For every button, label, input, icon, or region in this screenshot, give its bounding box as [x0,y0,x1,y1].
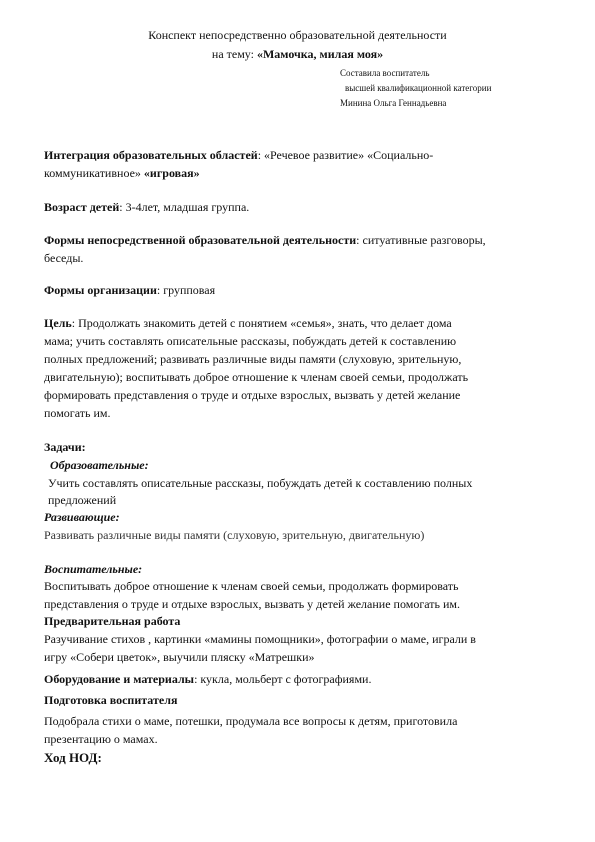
developing-label: Развивающие: [44,510,120,524]
developing-text: Развивать различные виды памяти (слуховую, зрительную, двигательную) [44,528,425,542]
organization-value: : групповая [156,283,216,297]
author-name: Минина Ольга Геннадьевна [340,98,447,108]
age-value: : 3-4лет, младшая группа. [119,200,250,214]
preparation-line2: презентацию о мамах. [44,732,158,746]
integration-line1 [44,146,433,164]
equipment-line [44,670,371,688]
integration-game: «игровая» [143,166,200,180]
integration-label: Интеграция образовательных областей [44,148,258,162]
author-line2: высшей квалификационной категории [345,83,492,93]
document-title-line1: Конспект непосредственно образовательной деятельности [148,28,447,42]
forms-line2: беседы. [44,251,84,265]
preliminary-line1: Разучивание стихов , картинки «мамины помощники», фотографии о маме, играли в [44,632,476,646]
goal-line: формировать представления о труде и отдыхе взрослых, вызвать у детей желание [44,388,461,402]
organization-label: Формы организации [44,283,157,297]
title-topic: «Мамочка, милая моя» [256,47,384,61]
goal-label: Цель [44,316,72,330]
tasks-heading: Задачи: [44,440,86,454]
goal-line: помогать им. [44,406,111,420]
course-heading: Ход НОД: [44,750,102,765]
upbringing-line: Воспитывать доброе отношение к членам своей семьи, продолжать формировать [44,579,459,593]
integration-line2 [44,164,200,182]
preparation-line1: Подобрала стихи о маме, потешки, продумала все вопросы к детям, приготовила [44,714,458,728]
upbringing-label: Воспитательные: [44,562,143,576]
upbringing-line: представления о труде и отдыхе взрослых, вызвать у детей желание помогать им. [44,597,460,611]
goal-paragraph [44,314,552,422]
equipment-value: : кукла, мольберт с фотографиями. [194,672,372,686]
goal-line [44,314,552,332]
goal-line: мама; учить составлять описательные рассказы, побуждать детей к составлению [44,334,457,348]
goal-text: : Продолжать знакомить детей с понятием «семья», знать, что делает дома [71,316,452,330]
goal-line: двигательную); воспитывать доброе отношение к членам своей семьи, продолжать [44,370,469,384]
document-title-line2 [0,47,595,62]
author-line1: Составила воспитатель [340,68,430,78]
upbringing-paragraph [44,577,552,613]
integration-areas-cont: коммуникативное» [44,166,144,180]
goal-line: полных предложений; развивать различные виды памяти (слуховую, зрительную, [44,352,462,366]
organization-line [44,281,215,299]
educational-label: Образовательные: [50,458,149,472]
forms-value: : ситуативные разговоры, [356,233,486,247]
preparation-label: Подготовка воспитателя [44,693,178,707]
title-prefix: на тему: [211,47,257,61]
educational-line1: Учить составлять описательные рассказы, побуждать детей к составлению полных [48,476,473,490]
preliminary-label: Предварительная работа [44,614,181,628]
educational-line2: предложений [48,493,117,507]
integration-areas: : «Речевое развитие» «Социально- [257,148,434,162]
equipment-label: Оборудование и материалы [44,672,195,686]
age-label: Возраст детей [44,200,120,214]
forms-label: Формы непосредственной образовательной деятельности [44,233,357,247]
age-line [44,198,249,216]
forms-line1 [44,231,486,249]
preliminary-line2: игру «Собери цветок», выучили пляску «Матрешки» [44,650,315,664]
